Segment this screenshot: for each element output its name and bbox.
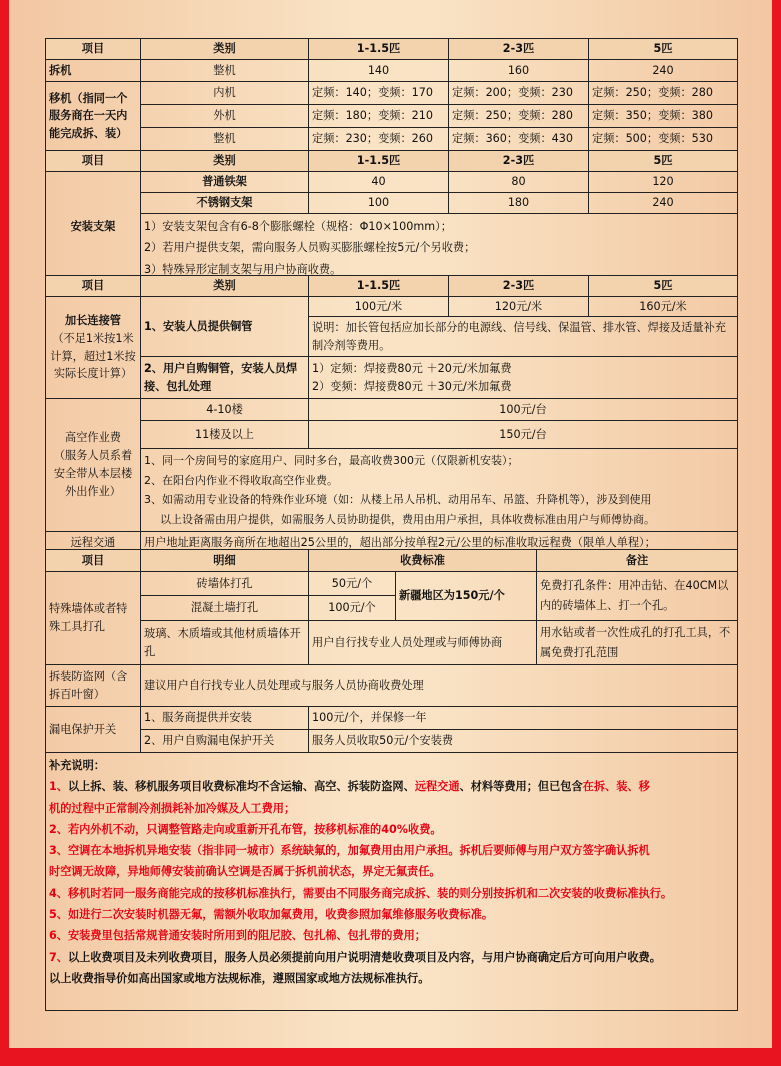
price-cell: 100元/米 [309,297,449,317]
note-line: 3、如需动用专业设备的特殊作业环境（如：从楼上吊人吊机、动用吊车、吊篮、升降机等），涉及到使用 [144,493,652,506]
price-cell: 定频：350；变频：380 [589,105,738,128]
detail-cell: 玻璃、木质墙或其他材质墙体开孔 [141,621,309,665]
header-cell: 5匹 [589,151,738,172]
category-cell: 1、安装人员提供铜管 [141,297,309,357]
note-line: 1、同一个房间号的家庭用户、同时多台，最高收费300元（仅限新机安装）； [144,454,519,467]
note-line: 以上收费指导价如高出国家或地方法规标准，遵照国家或地方法规标准执行。 [49,971,430,985]
pipe-weld-fees [309,357,738,399]
bracket-notes [141,214,738,283]
price-cell: 用户自行找专业人员处理或与师傅协商 [309,621,537,665]
price-cell: 240 [589,193,738,214]
price-cell: 100元/个 [309,596,396,621]
price-cell: 150元/台 [309,421,738,449]
price-cell: 140 [309,60,449,82]
note-line: 5、如进行二次安装时机器无氟，需额外收取加氟费用，收费参照加氟维修服务收费标准。 [49,908,494,922]
row-label-remote: 远程交通 [46,532,141,554]
price-cell: 定频：140；变频：170 [309,82,449,105]
header-cell: 1-1.5匹 [309,39,449,60]
price-cell: 120元/米 [449,297,589,317]
header-cell: 5匹 [589,39,738,60]
price-cell: 定频：360；变频：430 [449,128,589,151]
header-cell: 5匹 [589,276,738,297]
row-label-pipe [46,297,141,399]
left-border [0,0,9,1066]
note-line: 3、空调在本地拆机异地安装（指非同一城市）系统缺氟的，加氟费用由用户承担。拆机后要师傅与用户双方签字确认拆机 [49,844,650,858]
category-cell: 外机 [141,105,309,128]
price-cell: 100元/台 [309,399,738,421]
high-label: 高空作业费 [65,431,121,445]
drill-note-2: 用水钻或者一次性成孔的打孔工具，不属免费打孔范围 [537,621,738,665]
price-table-3 [45,549,738,1011]
note-line: 3）特殊异形定制支架与用户协商收费。 [144,262,342,276]
header-cell: 收费标准 [309,550,537,572]
category-cell: 不锈钢支架 [141,193,309,214]
header-cell: 明细 [141,550,309,572]
header-cell: 2-3匹 [449,151,589,172]
right-border [772,0,781,1066]
header-cell: 备注 [537,550,738,572]
price-cell: 定频：200；变频：230 [449,82,589,105]
note-line: 6、安装费里包括常规普通安装时所用到的阻尼胶、包扎棉、包扎带的费用； [49,929,426,943]
note-line: 时空调无故障，异地师傅安装前确认空调是否属于拆机前状态，界定无氟责任。 [49,865,441,879]
price-cell: 定频：250；变频：280 [449,105,589,128]
note-line: 机的过程中正常制冷剂损耗补加冷媒及人工费用； [49,801,296,815]
supplement-notes [46,753,738,1011]
header-cell: 类别 [141,276,309,297]
row-label-drill: 特殊墙体或者特殊工具打孔 [46,572,141,665]
header-cell: 项目 [46,151,141,172]
price-table-2 [45,275,738,554]
bottom-border [0,1048,781,1066]
price-cell: 40 [309,172,449,193]
header-cell: 项目 [46,39,141,60]
note-line: 7、以上收费项目及未列收费项目，服务人员必须提前向用户说明清楚收费项目及内容，与用户协商确定后方可向用户收费。 [49,950,661,964]
category-cell: 整机 [141,128,309,151]
row-label-zhijia: 安装支架 [46,172,141,283]
remote-text: 用户地址距离服务商所在地超出25公里的，超出部分按单程2元/公里的标准收取远程费（限单人单程）； [141,532,738,554]
row-label-guard: 拆装防盗网（含拆百叶窗） [46,665,141,707]
header-cell: 类别 [141,151,309,172]
high-sublabel: （服务人员系着安全带从本层楼外出作业） [53,449,133,498]
drill-note-1: 免费打孔条件：用冲击钻、在40CM以内的砖墙体上、打一个孔。 [537,572,738,621]
category-cell: 2、用户自购铜管，安装人员焊接、包扎处理 [141,357,309,399]
header-cell: 项目 [46,276,141,297]
category-cell: 1、服务商提供并安装 [141,707,309,730]
note-line: 1、以上拆、装、移机服务项目收费标准均不含运输、高空、拆装防盗网、远程交通、材料等费用；但已包含在拆、装、移 [49,780,650,794]
row-label-yiji: 移机（指同一个服务商在一天内能完成拆、装） [46,82,141,151]
pipe-label: 加长连接管 [65,313,121,327]
header-cell: 项目 [46,550,141,572]
header-cell: 类别 [141,39,309,60]
pipe-sublabel: （不足1米按1米计算，超过1米按实际长度计算） [50,331,136,381]
category-cell: 内机 [141,82,309,105]
high-notes [141,449,738,532]
xinjiang-price: 新疆地区为150元/个 [396,572,537,621]
note-line: 以上设备需由用户提供，如需服务人员协助提供，费用由用户承担，具体收费标准由用户与师傅协商。 [160,512,655,526]
header-cell: 1-1.5匹 [309,151,449,172]
category-cell: 2、用户自购漏电保护开关 [141,730,309,753]
price-cell: 定频：250；变频：280 [589,82,738,105]
weld-line: 2）变频：焊接费80元 ＋30元/米加氟费 [312,379,512,393]
guard-text: 建议用户自行找专业人员处理或与服务人员协商收费处理 [141,665,738,707]
leak-text: 服务人员收取50元/个安装费 [309,730,738,753]
price-cell: 50元/个 [309,572,396,596]
row-label-high [46,399,141,532]
notes-title: 补充说明： [49,759,105,772]
price-cell: 120 [589,172,738,193]
header-cell: 2-3匹 [449,276,589,297]
category-cell: 4-10楼 [141,399,309,421]
row-label-leak: 漏电保护开关 [46,707,141,753]
price-cell: 定频：230；变频：260 [309,128,449,151]
leak-text: 100元/个，并保修一年 [309,707,738,730]
note-line: 1）安装支架包含有6-8个膨胀螺栓（规格：Φ10×100mm）； [144,220,452,233]
detail-cell: 混凝土墙打孔 [141,596,309,621]
price-table-1 [45,38,738,283]
weld-line: 1）定频：焊接费80元 ＋20元/米加氟费 [312,361,512,375]
category-cell: 普通铁架 [141,172,309,193]
price-cell: 80 [449,172,589,193]
category-cell: 整机 [141,60,309,82]
price-cell: 定频：500；变频：530 [589,128,738,151]
category-cell: 11楼及以上 [141,421,309,449]
note-line: 2、在阳台内作业不得收取高空作业费。 [144,473,338,487]
note-line: 4、移机时若同一服务商能完成的按移机标准执行，需要由不同服务商完成拆、装的则分别按拆机和二次安装的收费标准执行。 [49,886,673,900]
pipe-note: 说明：加长管包括应加长部分的电源线、信号线、保温管、排水管、焊接及适量补充制冷剂等费用。 [309,317,738,357]
price-cell: 240 [589,60,738,82]
row-label-chaiji: 拆机 [46,60,141,82]
note-line: 2）若用户提供支架，需向服务人员购买膨胀螺栓按5元/个另收费； [144,241,476,255]
header-cell: 2-3匹 [449,39,589,60]
price-cell: 160 [449,60,589,82]
price-cell: 180 [449,193,589,214]
price-cell: 定频：180；变频：210 [309,105,449,128]
header-cell: 1-1.5匹 [309,276,449,297]
price-cell: 160元/米 [589,297,738,317]
detail-cell: 砖墙体打孔 [141,572,309,596]
price-cell: 100 [309,193,449,214]
note-line: 2、若内外机不动，只调整管路走向或重新开孔布管，按移机标准的40%收费。 [49,822,442,836]
